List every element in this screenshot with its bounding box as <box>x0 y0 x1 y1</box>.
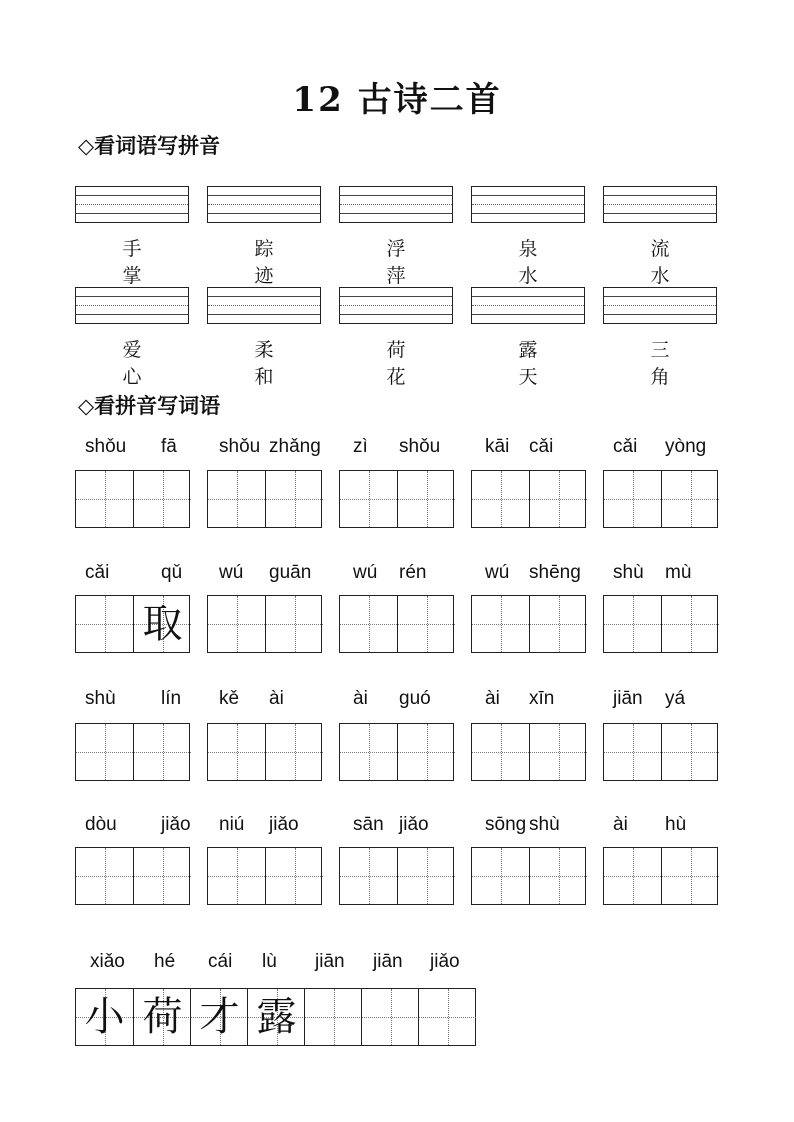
pinyin-answer-box[interactable] <box>471 287 585 324</box>
pinyin-label: rén <box>399 562 427 583</box>
character-cell[interactable] <box>472 596 529 652</box>
pinyin-label: cǎi <box>613 436 638 457</box>
character-cell[interactable] <box>661 724 719 780</box>
written-character <box>398 724 455 780</box>
phrase-character-cell[interactable] <box>133 989 191 1045</box>
character-writing-grid <box>75 847 190 905</box>
character-cell[interactable] <box>604 724 661 780</box>
vocab-word: 爱 心 <box>122 339 164 388</box>
vocab-word: 荷 花 <box>386 339 428 388</box>
pinyin-label: wú <box>219 562 244 583</box>
written-character <box>76 848 133 904</box>
pinyin-label: yá <box>665 688 686 709</box>
character-cell[interactable] <box>265 848 323 904</box>
phrase-character-cell[interactable] <box>247 989 305 1045</box>
character-writing-grid <box>471 847 586 905</box>
pinyin-answer-box[interactable] <box>339 186 453 223</box>
character-cell[interactable] <box>529 471 587 527</box>
written-character <box>362 989 419 1045</box>
character-cell[interactable] <box>472 471 529 527</box>
pinyin-label: shǒu <box>399 436 441 457</box>
character-writing-grid <box>75 723 190 781</box>
character-writing-grid <box>471 470 586 528</box>
written-character <box>340 596 397 652</box>
phrase-pinyin-label: xiǎo <box>90 951 125 972</box>
character-cell[interactable] <box>529 724 587 780</box>
character-cell[interactable] <box>76 596 133 652</box>
character-writing-grid <box>75 470 190 528</box>
written-character <box>266 596 323 652</box>
character-writing-grid <box>471 595 586 653</box>
written-character <box>305 989 362 1045</box>
vocab-word: 柔 和 <box>254 339 296 388</box>
pinyin-label: shǒu <box>85 436 127 457</box>
character-writing-grid <box>207 470 322 528</box>
pinyin-label: jiǎo <box>269 814 299 835</box>
character-cell[interactable] <box>133 471 191 527</box>
character-writing-grid <box>339 723 454 781</box>
pinyin-label: wú <box>353 562 378 583</box>
written-character <box>530 724 587 780</box>
phrase-pinyin-label: jiān <box>315 951 345 972</box>
character-cell[interactable] <box>397 596 455 652</box>
character-cell[interactable] <box>472 724 529 780</box>
written-character <box>134 848 191 904</box>
character-writing-grid <box>207 847 322 905</box>
character-cell[interactable] <box>604 848 661 904</box>
written-character <box>662 724 719 780</box>
pinyin-label: zhǎng <box>269 436 321 457</box>
written-character: 荷 <box>142 994 183 1040</box>
character-cell[interactable] <box>661 596 719 652</box>
character-cell[interactable] <box>604 471 661 527</box>
written-character <box>472 724 529 780</box>
vocab-word: 三 角 <box>650 339 692 388</box>
written-character <box>662 471 719 527</box>
pinyin-label: jiǎo <box>399 814 429 835</box>
character-writing-grid <box>339 847 454 905</box>
pinyin-label: sōng <box>485 814 527 835</box>
written-character <box>208 848 265 904</box>
character-cell[interactable] <box>76 471 133 527</box>
phrase-writing-grid <box>75 988 476 1046</box>
character-cell[interactable] <box>208 848 265 904</box>
pinyin-answer-box[interactable] <box>603 287 717 324</box>
written-character <box>340 724 397 780</box>
pinyin-label: shēng <box>529 562 581 583</box>
pinyin-answer-box[interactable] <box>207 186 321 223</box>
written-character <box>266 848 323 904</box>
character-cell[interactable] <box>208 724 265 780</box>
pinyin-label: kāi <box>485 436 510 457</box>
pinyin-label: guó <box>399 688 431 709</box>
written-character <box>419 989 476 1045</box>
written-character <box>604 596 661 652</box>
written-character: 小 <box>84 994 125 1040</box>
pinyin-label: yòng <box>665 436 707 457</box>
written-character <box>662 848 719 904</box>
character-cell[interactable] <box>265 724 323 780</box>
character-writing-grid <box>471 723 586 781</box>
written-character: 露 <box>256 994 297 1040</box>
written-character: 取 <box>142 601 183 647</box>
written-character <box>134 724 191 780</box>
written-character <box>604 471 661 527</box>
phrase-pinyin-label: cái <box>208 951 233 972</box>
written-character <box>76 724 133 780</box>
pinyin-label: fā <box>161 436 177 457</box>
written-character <box>76 471 133 527</box>
pinyin-label: shù <box>613 562 644 583</box>
written-character <box>340 471 397 527</box>
pinyin-label: jiǎo <box>161 814 191 835</box>
vocab-word: 泉 水 <box>518 238 560 287</box>
pinyin-label: hù <box>665 814 687 835</box>
written-character <box>530 848 587 904</box>
phrase-character-cell[interactable] <box>190 989 248 1045</box>
pinyin-label: dòu <box>85 814 117 835</box>
pinyin-label: wú <box>485 562 510 583</box>
character-cell[interactable] <box>529 596 587 652</box>
pinyin-label: qǔ <box>161 562 183 583</box>
section-heading-word-to-pinyin: ◇看词语写拼音 <box>78 133 221 158</box>
character-writing-grid <box>603 470 718 528</box>
pinyin-label: lín <box>161 688 182 709</box>
written-character <box>134 471 191 527</box>
pinyin-answer-box[interactable] <box>75 287 189 324</box>
written-character <box>76 596 133 652</box>
phrase-pinyin-label: jiān <box>373 951 403 972</box>
character-cell[interactable] <box>208 471 265 527</box>
section-heading-pinyin-to-word: ◇看拼音写词语 <box>78 393 221 418</box>
phrase-pinyin-label: lù <box>262 951 277 972</box>
written-character <box>604 848 661 904</box>
character-cell[interactable] <box>604 596 661 652</box>
character-writing-grid <box>603 595 718 653</box>
pinyin-label: jiān <box>613 688 643 709</box>
pinyin-label: sān <box>353 814 384 835</box>
character-cell[interactable] <box>661 471 719 527</box>
phrase-character-cell[interactable] <box>361 989 419 1045</box>
written-character <box>662 596 719 652</box>
pinyin-answer-box[interactable] <box>75 186 189 223</box>
pinyin-label: cǎi <box>85 562 110 583</box>
written-character <box>208 471 265 527</box>
character-cell[interactable] <box>529 848 587 904</box>
phrase-pinyin-label: jiǎo <box>430 951 460 972</box>
vocab-word: 踪 迹 <box>254 238 296 287</box>
phrase-character-cell[interactable] <box>304 989 362 1045</box>
character-cell[interactable] <box>397 724 455 780</box>
phrase-character-cell[interactable] <box>418 989 476 1045</box>
written-character <box>398 596 455 652</box>
pinyin-label: guān <box>269 562 312 583</box>
pinyin-label: shǒu <box>219 436 261 457</box>
character-writing-grid <box>207 723 322 781</box>
character-cell[interactable] <box>661 848 719 904</box>
written-character <box>604 724 661 780</box>
written-character <box>208 724 265 780</box>
character-cell[interactable] <box>265 596 323 652</box>
vocab-word: 露 天 <box>518 339 560 388</box>
written-character <box>208 596 265 652</box>
written-character <box>530 596 587 652</box>
character-writing-grid <box>339 470 454 528</box>
character-writing-grid <box>339 595 454 653</box>
page-title: 12 古诗二首 <box>292 80 502 120</box>
written-character <box>472 848 529 904</box>
written-character <box>472 471 529 527</box>
vocab-word: 流 水 <box>650 238 692 287</box>
written-character <box>266 471 323 527</box>
written-character <box>398 471 455 527</box>
written-character <box>340 848 397 904</box>
pinyin-label: niú <box>219 814 245 835</box>
character-cell[interactable] <box>265 471 323 527</box>
pinyin-label: ài <box>269 688 284 709</box>
phrase-character-cell[interactable] <box>76 989 133 1045</box>
character-cell[interactable] <box>208 596 265 652</box>
character-cell[interactable] <box>340 596 397 652</box>
pinyin-label: ài <box>485 688 500 709</box>
pinyin-label: mù <box>665 562 692 583</box>
vocab-word: 手 掌 <box>122 238 164 287</box>
character-cell[interactable] <box>340 724 397 780</box>
character-writing-grid <box>603 723 718 781</box>
written-character: 才 <box>199 994 240 1040</box>
pinyin-answer-box[interactable] <box>207 287 321 324</box>
written-character <box>266 724 323 780</box>
pinyin-answer-box[interactable] <box>603 186 717 223</box>
character-cell[interactable] <box>397 848 455 904</box>
character-cell[interactable] <box>76 848 133 904</box>
character-cell[interactable] <box>133 848 191 904</box>
character-cell[interactable] <box>133 596 191 652</box>
pinyin-answer-box[interactable] <box>471 186 585 223</box>
vocab-word: 浮 萍 <box>386 238 428 287</box>
written-character <box>530 471 587 527</box>
phrase-pinyin-label: hé <box>154 951 176 972</box>
character-cell[interactable] <box>397 471 455 527</box>
pinyin-label: shù <box>529 814 560 835</box>
character-writing-grid <box>603 847 718 905</box>
pinyin-label: ài <box>353 688 368 709</box>
character-cell[interactable] <box>76 724 133 780</box>
character-writing-grid <box>75 595 190 653</box>
character-cell[interactable] <box>133 724 191 780</box>
pinyin-label: zì <box>353 436 368 457</box>
pinyin-label: cǎi <box>529 436 554 457</box>
character-cell[interactable] <box>340 848 397 904</box>
character-writing-grid <box>207 595 322 653</box>
pinyin-label: xīn <box>529 688 555 709</box>
pinyin-label: ài <box>613 814 628 835</box>
character-cell[interactable] <box>340 471 397 527</box>
pinyin-answer-box[interactable] <box>339 287 453 324</box>
character-cell[interactable] <box>472 848 529 904</box>
written-character <box>472 596 529 652</box>
written-character <box>398 848 455 904</box>
pinyin-label: shù <box>85 688 116 709</box>
pinyin-label: kě <box>219 688 240 709</box>
